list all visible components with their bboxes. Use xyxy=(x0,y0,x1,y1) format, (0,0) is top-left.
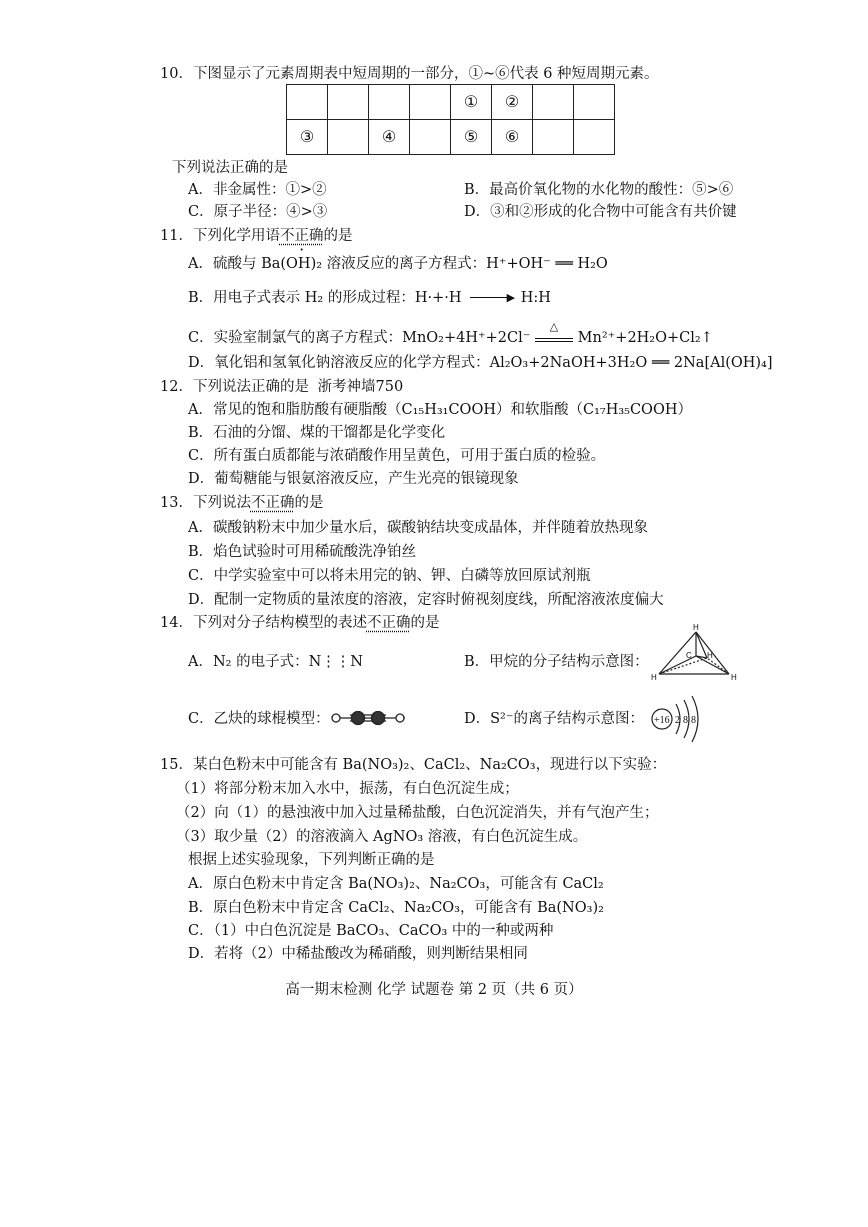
periodic-cell xyxy=(410,120,451,155)
q12-stem xyxy=(160,379,403,396)
page-footer: 高一期末检测 化学 试题卷 第 2 页（共 6 页） xyxy=(285,982,583,998)
periodic-cell xyxy=(328,120,369,155)
periodic-cell xyxy=(410,85,451,120)
q13-stem xyxy=(160,495,323,512)
periodic-cell: ① xyxy=(451,85,492,120)
q11-option-b-left: B．用电子式表示 H₂ 的形成过程：H·+·H xyxy=(188,290,462,306)
q12-option-c: C．所有蛋白质都能与浓硝酸作用呈黄色，可用于蛋白质的检验。 xyxy=(188,448,606,464)
q13-stem-pre: 13．下列说法 xyxy=(160,495,251,511)
q11-stem-pre: 11．下列化学用语 xyxy=(160,228,280,244)
q11-option-a: A．硫酸与 Ba(OH)₂ 溶液反应的离子方程式：H⁺+OH⁻ ══ H₂O xyxy=(188,256,608,272)
periodic-cell xyxy=(533,120,574,155)
q11-stem xyxy=(160,228,352,245)
periodic-cell xyxy=(328,85,369,120)
q14-option-b: B．甲烷的分子结构示意图： xyxy=(464,654,649,670)
watermark-stamp: 浙考神墙750 xyxy=(317,379,404,395)
periodic-cell: ④ xyxy=(369,120,410,155)
q15-option-d: D．若将（2）中稀盐酸改为稀硝酸，则判断结果相同 xyxy=(188,946,528,962)
q13-stem-post: 的是 xyxy=(294,495,324,511)
q15-prompt: 根据上述实验现象，下列判断正确的是 xyxy=(188,852,435,868)
sulfur-shell-2: 8 xyxy=(683,715,688,726)
methane-atom-h-left: H xyxy=(651,673,657,682)
q13-option-d: D．配制一定物质的量浓度的溶液，定容时俯视刻度线，所配溶液浓度偏大 xyxy=(188,592,664,608)
periodic-cell: ⑥ xyxy=(492,120,533,155)
periodic-row xyxy=(287,120,615,155)
q12-option-a: A．常见的饱和脂肪酸有硬脂酸（C₁₅H₃₁COOH）和软脂酸（C₁₇H₃₅COOH） xyxy=(188,402,692,418)
q11-option-c xyxy=(188,320,713,347)
q10-option-d: D．③和②形成的化合物中可能含有共价键 xyxy=(464,204,737,220)
q10-stem: 10．下图显示了元素周期表中短周期的一部分，①~⑥代表 6 种短周期元素。 xyxy=(160,66,659,82)
sulfur-shell-1: 2 xyxy=(675,715,680,726)
q13-option-a: A．碳酸钠粉末中加少量水后，碳酸钠结块变成晶体，并伴随着放热现象 xyxy=(188,520,648,536)
q15-stem: 15．某白色粉末中可能含有 Ba(NO₃)₂、CaCl₂、Na₂CO₃，现进行以下实验： xyxy=(160,757,667,773)
q15-option-c: C．（1）中白色沉淀是 BaCO₃、CaCO₃ 中的一种或两种 xyxy=(188,923,554,939)
q11-option-d: D．氧化铝和氢氧化钠溶液反应的化学方程式：Al₂O₃+2NaOH+3H₂O ══ 2Na[Al(OH)₄] xyxy=(188,355,773,371)
methane-atom-c: C xyxy=(686,651,692,660)
sulfide-ion-structure-diagram xyxy=(650,692,710,742)
methane-atom-h-right: H xyxy=(731,673,737,682)
methane-atom-h-back: H xyxy=(707,651,713,660)
q11-option-c-right: Mn²⁺+2H₂O+Cl₂↑ xyxy=(577,330,713,346)
q15-step-3: （3）取少量（2）的溶液滴入 AgNO₃ 溶液，有白色沉淀生成。 xyxy=(176,829,588,845)
q12-stem-text: 12．下列说法正确的是 xyxy=(160,379,309,395)
periodic-row xyxy=(287,85,615,120)
q14-stem-pre: 14．下列对分子结构模型的表述 xyxy=(160,615,367,631)
triangle-icon: △ xyxy=(549,320,559,333)
q14-stem-post: 的是 xyxy=(410,615,440,631)
q11-stem-emphasis: 不正确 xyxy=(279,228,324,244)
q15-step-2: （2）向（1）的悬浊液中加入过量稀盐酸，白色沉淀消失，并有气泡产生； xyxy=(176,805,659,821)
periodic-cell xyxy=(533,85,574,120)
q10-option-c: C．原子半径：④>③ xyxy=(188,204,328,220)
q13-option-c: C．中学实验室中可以将未用完的钠、钾、白磷等放回原试剂瓶 xyxy=(188,568,591,584)
acetylene-ball-stick-model xyxy=(330,710,410,726)
periodic-cell xyxy=(369,85,410,120)
q13-stem-emphasis: 不正确 xyxy=(250,495,295,511)
periodic-cell xyxy=(287,85,328,120)
q11-stem-post: 的是 xyxy=(323,228,353,244)
q10-prompt: 下列说法正确的是 xyxy=(172,160,288,176)
q14-option-c: C．乙炔的球棍模型： xyxy=(188,711,330,727)
q11-option-b-right: H:H xyxy=(520,290,551,306)
arrow-icon: ▶ xyxy=(470,297,512,298)
periodic-table-fragment xyxy=(286,84,615,155)
q10-option-b: B．最高价氧化物的水化物的酸性：⑤>⑥ xyxy=(464,182,734,198)
q11-option-b xyxy=(188,290,551,307)
methane-structure-diagram xyxy=(651,622,740,682)
periodic-cell xyxy=(574,120,615,155)
periodic-cell: ③ xyxy=(287,120,328,155)
q14-option-a: A．N₂ 的电子式：N⋮⋮N xyxy=(188,654,363,670)
sulfur-nucleus-charge: +16 xyxy=(654,715,670,726)
q12-option-d: D．葡萄糖能与银氨溶液反应，产生光亮的银镜现象 xyxy=(188,471,519,487)
periodic-cell xyxy=(574,85,615,120)
q15-step-1: （1）将部分粉末加入水中，振荡，有白色沉淀生成； xyxy=(176,781,519,797)
q11-option-c-left: C．实验室制氯气的离子方程式：MnO₂+4H⁺+2Cl⁻ xyxy=(188,330,531,346)
q12-option-b: B．石油的分馏、煤的干馏都是化学变化 xyxy=(188,425,446,441)
q10-option-a: A．非金属性：①>② xyxy=(188,182,327,198)
methane-atom-h-top: H xyxy=(693,623,699,632)
q14-option-d: D．S²⁻的离子结构示意图： xyxy=(464,711,645,727)
heating-condition xyxy=(535,320,573,342)
q15-option-a: A．原白色粉末中肯定含 Ba(NO₃)₂、Na₂CO₃，可能含有 CaCl₂ xyxy=(188,876,604,892)
q15-option-b: B．原白色粉末中肯定含 CaCl₂、Na₂CO₃，可能含有 Ba(NO₃)₂ xyxy=(188,900,604,916)
periodic-cell: ② xyxy=(492,85,533,120)
q14-stem-emphasis: 不正确 xyxy=(366,615,411,631)
q14-stem xyxy=(160,615,439,632)
periodic-cell: ⑤ xyxy=(451,120,492,155)
sulfur-shell-3: 8 xyxy=(691,715,696,726)
q13-option-b: B．焰色试验时可用稀硫酸洗净铂丝 xyxy=(188,544,417,560)
